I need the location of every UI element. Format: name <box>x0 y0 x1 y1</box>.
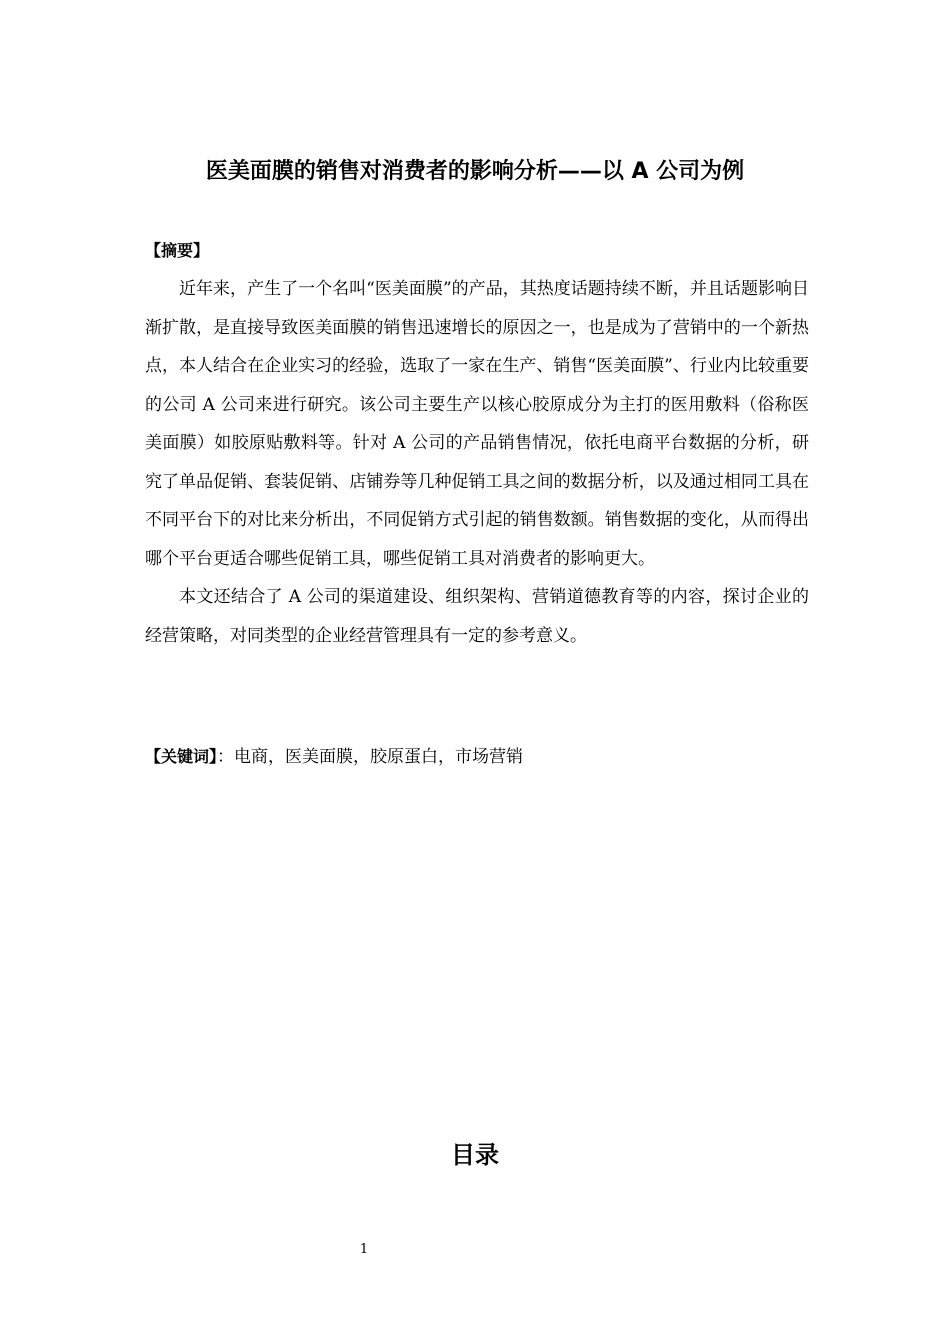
keywords-text: ：电商，医美面膜，胶原蛋白，市场营销 <box>217 747 524 767</box>
keywords-label: 【关键词】 <box>145 747 218 766</box>
abstract-body <box>145 270 809 655</box>
abstract-paragraph: 近年来，产生了一个名叫“医美面膜”的产品，其热度话题持续不断，并且话题影响日渐扩散，是直接导致医美面膜的销售迅速增长的原因之一，也是成为了营销中的一个新热点，本人结合在企业实习的经验，选取了一家在生产、销售“医美面膜”、行业内比较重要的公司 A 公司来进行研究。该公司主要生产以核心胶原成分为主打的医用敷料（俗称医美面膜）如胶原贴敷料等。针对 A 公司的产品销售情况，依托电商平台数据的分析，研究了单品促销、套装促销、店铺券等几种促销工具之间的数据分析，以及通过相同工具在不同平台下的对比来分析出，不同促销方式引起的销售数额。销售数据的变化，从而得出哪个平台更适合哪些促销工具，哪些促销工具对消费者的影响更大。 <box>145 279 809 569</box>
keywords-line <box>145 742 809 772</box>
abstract-heading: 【摘要】 <box>145 241 210 260</box>
abstract-paragraph: 本文还结合了 A 公司的渠道建设、组织架构、营销道德教育等的内容，探讨企业的经营策略，对同类型的企业经营管理具有一定的参考意义。 <box>145 587 809 646</box>
page-number: 1 <box>359 1242 369 1257</box>
toc-heading: 目录 <box>451 1141 499 1169</box>
document-title: 医美面膜的销售对消费者的影响分析——以 A 公司为例 <box>205 159 745 184</box>
